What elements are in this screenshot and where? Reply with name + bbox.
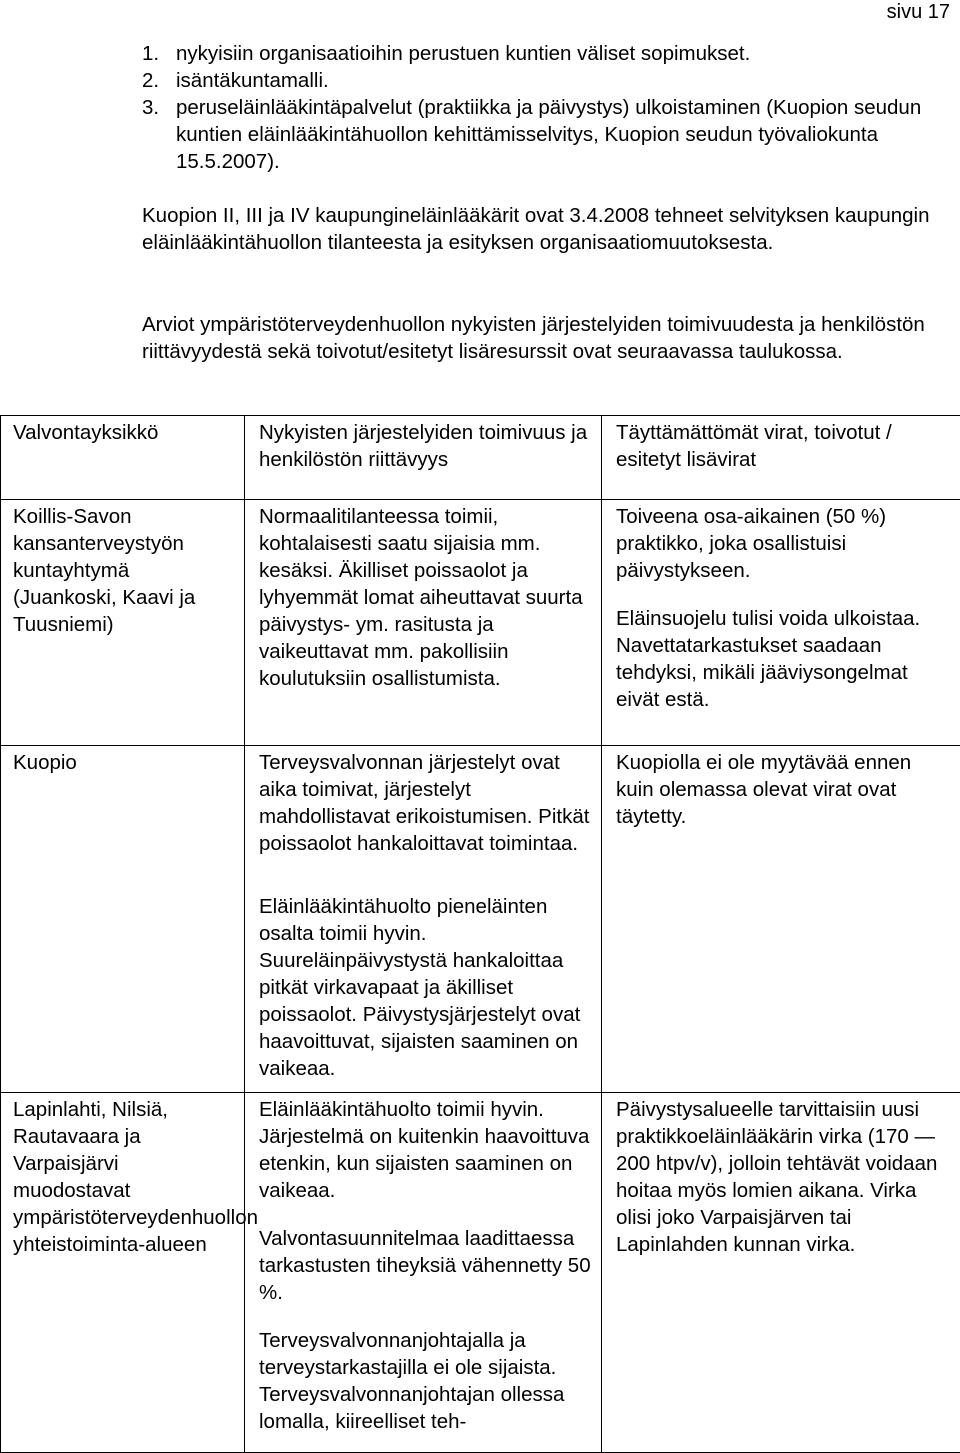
page-number: sivu 17 (887, 0, 950, 24)
numbered-list (142, 40, 932, 175)
list-item-number: 2. (142, 67, 159, 94)
list-item-number: 3. (142, 94, 159, 121)
header-valvontayksikko: Valvontayksikkö (1, 416, 245, 500)
positions-cell: Toiveena osa-aikainen (50 %) praktikko, joka osallistuisi päivystykseen. Eläinsuojelu tulisi voida ulkoistaa. Navettatarkastukset saadaan tehdyksi, mikäli jääviysongelmat eivät estä. (602, 500, 960, 746)
paragraph-selvitys: Kuopion II, III ja IV kaupungineläinlääkärit ovat 3.4.2008 tehneet selvityksen kaupungin eläinlääkintähuollon tilanteesta ja esityksen organisaatiomuutoksesta. (142, 202, 932, 256)
status-cell: Terveysvalvonnan järjestelyt ovat aika toimivat, järjestelyt mahdollistavat erikoistumisen. Pitkät poissaolot hankaloittavat toimintaa. Eläinlääkintähuolto pieneläinten osalta toimii hyvin. Suureläinpäivystystä hankaloittaa pitkät virkavapaat ja äkilliset poissaolot. Päivystysjärjestelyt ovat haavoittuvat, sijaisten saaminen on vaikeaa. (245, 746, 602, 1093)
list-item-text: isäntäkuntamalli. (176, 69, 329, 92)
list-item (142, 94, 932, 175)
table-header-row (1, 416, 960, 500)
list-item-text: peruseläinlääkintäpalvelut (praktiikka ja päivystys) ulkoistaminen (Kuopion seudun kuntien eläinlääkintähuollon kehittämisselvitys, Kuopion seudun työvaliokunta 15.5.2007). (176, 96, 921, 173)
unit-cell: Koillis-Savon kansanterveystyön kuntayhtymä (Juankoski, Kaavi ja Tuusniemi) (1, 500, 245, 746)
list-item (142, 40, 932, 67)
list-item-text: nykyisiin organisaatioihin perustuen kuntien väliset sopimukset. (176, 42, 750, 65)
unit-cell: Lapinlahti, Nilsiä, Rautavaara ja Varpaisjärvi muodostavat ympäristöterveydenhuollon yhteistoiminta-alueen (1, 1093, 245, 1453)
status-cell: Eläinlääkintähuolto toimii hyvin. Järjestelmä on kuitenkin haavoittuva etenkin, kun sijaisten saaminen on vaikeaa. Valvontasuunnitelmaa laadittaessa tarkastusten tiheyksiä vähennetty 50 %. Terveysvalvonnanjohtajalla ja terveystarkastajilla ei ole sijaista. Terveysvalvonnanjohtajan ollessa lomalla, kiireelliset teh- (245, 1093, 602, 1453)
header-virat: Täyttämättömät virat, toivotut / esitetyt lisävirat (602, 416, 960, 500)
table-row (1, 1093, 960, 1453)
unit-cell: Kuopio (1, 746, 245, 1093)
positions-cell: Päivystysalueelle tarvittaisiin uusi praktikkoeläinlääkärin virka (170 — 200 htpv/v), jolloin tehtävät voidaan hoitaa myös lomien aikana. Virka olisi joko Varpaisjärven tai Lapinlahden kunnan virka. (602, 1093, 960, 1453)
table-row (1, 500, 960, 746)
status-cell: Normaalitilanteessa toimii, kohtalaisesti saatu sijaisia mm. kesäksi. Äkilliset poissaolot ja lyhyemmät lomat aiheuttavat suurta päivystys- ym. rasitusta ja vaikeuttavat mm. pakollisiin koulutuksiin osallistumista. (245, 500, 602, 746)
assessment-table (0, 415, 960, 1453)
header-toimivuus: Nykyisten järjestelyiden toimivuus ja henkilöstön riittävyys (245, 416, 602, 500)
positions-cell: Kuopiolla ei ole myytävää ennen kuin olemassa olevat virat ovat täytetty. (602, 746, 960, 1093)
list-item (142, 67, 932, 94)
list-item-number: 1. (142, 40, 159, 67)
table-row (1, 746, 960, 1093)
paragraph-arviot: Arviot ympäristöterveydenhuollon nykyisten järjestelyiden toimivuudesta ja henkilöstön riittävyydestä sekä toivotut/esitetyt lisäresurssit ovat seuraavassa taulukossa. (142, 311, 932, 365)
